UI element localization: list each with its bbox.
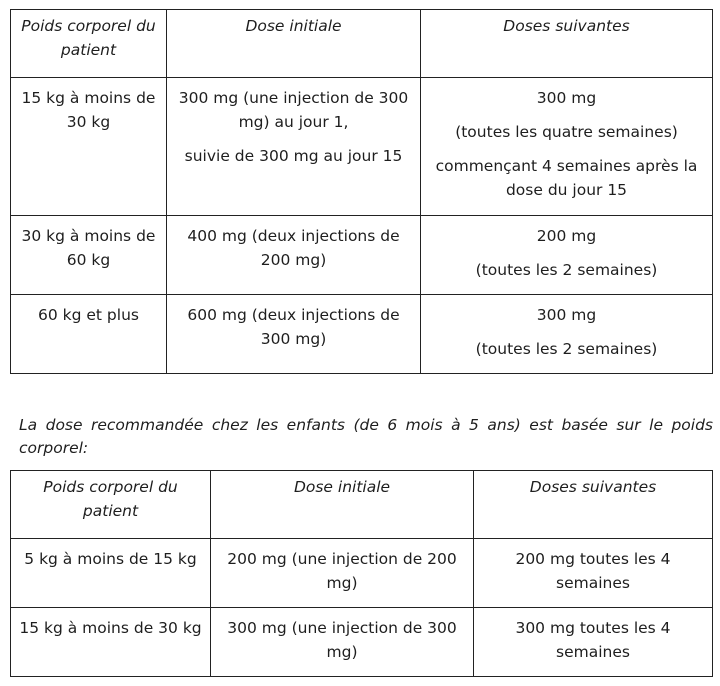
subsequent-dose-cell [421, 216, 713, 295]
weight-text: 30 kg à moins de 60 kg [21, 227, 156, 269]
initial-dose-text: 300 mg (une injection de 300 mg) au jour 1, [178, 89, 409, 131]
initial-dose-cell [167, 295, 421, 374]
table-row [11, 216, 713, 295]
table-header-row [11, 471, 713, 539]
subsequent-dose-cell: 200 mg toutes les 4 semaines [474, 539, 713, 608]
weight-cell [11, 216, 167, 295]
subsequent-dose-text: (toutes les 2 semaines) [475, 261, 658, 279]
table-row [11, 295, 713, 374]
header-subsequent-doses: Doses suivantes [421, 10, 713, 78]
initial-dose-cell [167, 78, 421, 216]
dosing-table-children [10, 470, 713, 677]
header-initial-dose: Dose initiale [167, 10, 421, 78]
header-subsequent-doses: Doses suivantes [474, 471, 713, 539]
table-row [11, 78, 713, 216]
subsequent-dose-text: 200 mg [536, 227, 597, 245]
header-initial-dose: Dose initiale [211, 471, 474, 539]
initial-dose-text: 400 mg (deux injections de 200 mg) [187, 227, 400, 269]
weight-cell: 5 kg à moins de 15 kg [11, 539, 211, 608]
header-weight: Poids corporel du patient [11, 471, 211, 539]
table-row [11, 539, 713, 608]
dosing-table-adults-adolescents [10, 9, 713, 374]
initial-dose-cell: 300 mg (une injection de 300 mg) [211, 608, 474, 677]
subsequent-dose-text: (toutes les quatre semaines) [455, 123, 678, 141]
pediatric-dose-intro: La dose recommandée chez les enfants (de 6 mois à 5 ans) est basée sur le poids corporel: [19, 416, 713, 457]
initial-dose-cell [167, 216, 421, 295]
weight-cell [11, 78, 167, 216]
weight-cell [11, 295, 167, 374]
initial-dose-text: 600 mg (deux injections de 300 mg) [187, 306, 400, 348]
subsequent-dose-cell: 300 mg toutes les 4 semaines [474, 608, 713, 677]
table-header-row [11, 10, 713, 78]
subsequent-dose-cell [421, 295, 713, 374]
weight-text: 15 kg à moins de 30 kg [21, 89, 156, 131]
subsequent-dose-text: (toutes les 2 semaines) [475, 340, 658, 358]
subsequent-dose-text: commençant 4 semaines après la dose du jour 15 [435, 157, 698, 199]
table-row [11, 608, 713, 677]
subsequent-dose-text: 300 mg [536, 89, 597, 107]
header-weight: Poids corporel du patient [11, 10, 167, 78]
weight-cell: 15 kg à moins de 30 kg [11, 608, 211, 677]
subsequent-dose-cell [421, 78, 713, 216]
initial-dose-text: suivie de 300 mg au jour 15 [184, 147, 403, 165]
weight-text: 60 kg et plus [38, 306, 139, 324]
subsequent-dose-text: 300 mg [536, 306, 597, 324]
initial-dose-cell: 200 mg (une injection de 200 mg) [211, 539, 474, 608]
